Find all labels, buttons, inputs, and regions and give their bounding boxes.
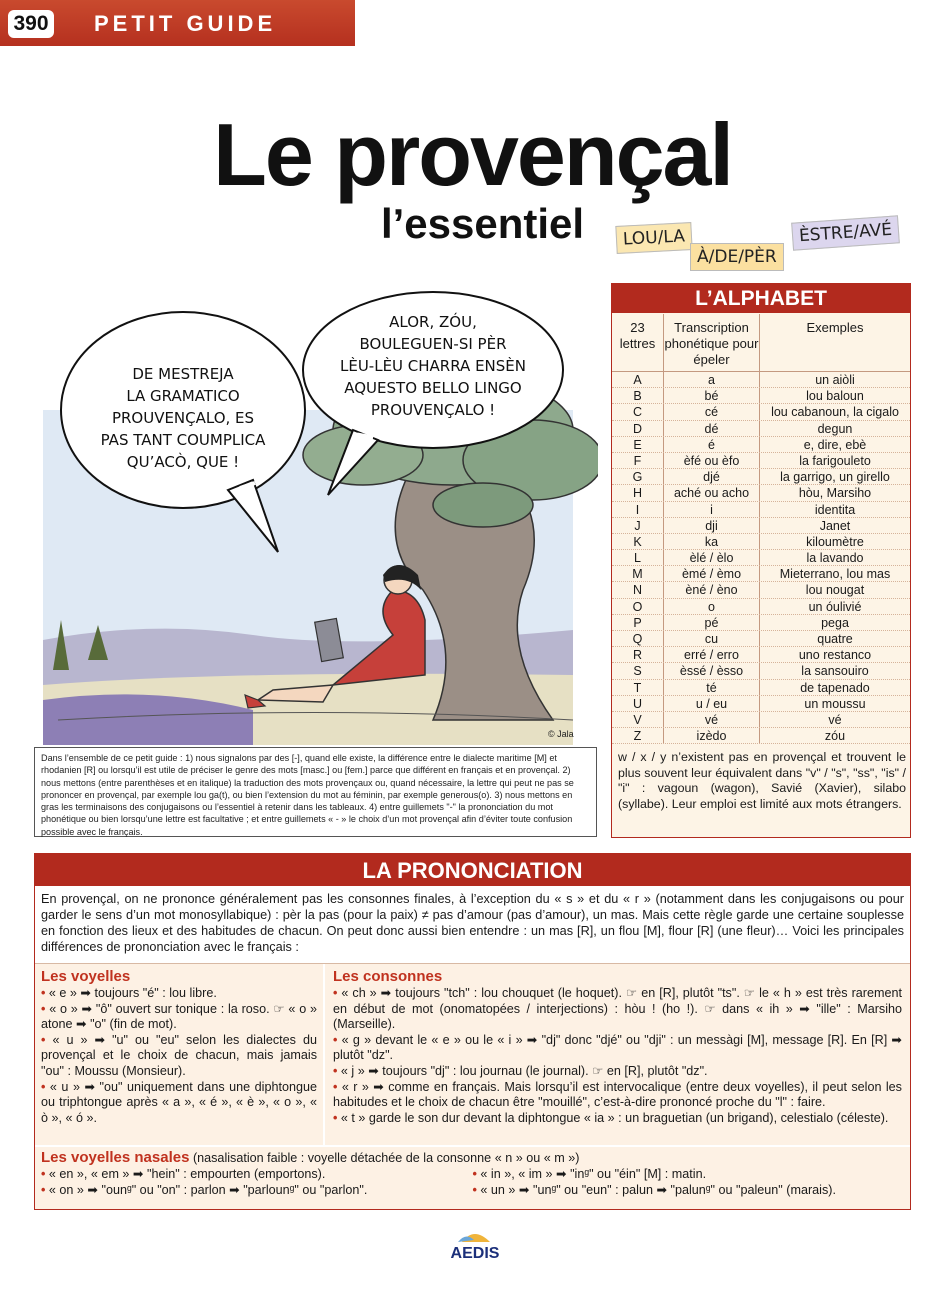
- vowels-list: [41, 986, 317, 1126]
- alphabet-grid: [612, 314, 910, 744]
- table-row: [612, 728, 910, 744]
- letter-cell: E: [612, 437, 664, 452]
- transcription-cell: ka: [664, 534, 760, 549]
- letter-cell: B: [612, 388, 664, 403]
- example-cell: uno restanco: [798, 648, 872, 663]
- transcription-cell: pé: [664, 615, 760, 630]
- example-cell: un moussu: [804, 696, 866, 711]
- header-band: [0, 0, 355, 46]
- transcription-cell: bé: [664, 388, 760, 403]
- transcription-cell: cé: [664, 404, 760, 419]
- example-cell: e, dire, ebè: [803, 437, 867, 452]
- transcription-cell: izèdo: [664, 728, 760, 743]
- list-item: • « in », « im » ➡ "inᵍ" ou "éin" [M] : matin.: [472, 1167, 707, 1181]
- letter-cell: Q: [612, 631, 664, 646]
- pronunciation-title: LA PRONONCIATION: [35, 854, 910, 886]
- list-item: • « e » ➡ toujours "é" : lou libre.: [41, 986, 217, 1000]
- list-item: • « j » ➡ toujours "dj" : lou journau (le journal). ☞ en [R], plutôt "dz".: [333, 1063, 708, 1078]
- example-cell: lou baloun: [806, 389, 864, 404]
- transcription-cell: èné / èno: [664, 582, 760, 597]
- example-cell: la sansouiro: [801, 664, 869, 679]
- speech-right-line-4: AQUESTO BELLO LINGO: [344, 379, 522, 397]
- letter-cell: P: [612, 615, 664, 630]
- transcription-cell: u / eu: [664, 696, 760, 711]
- table-row: [612, 631, 910, 647]
- letter-cell: L: [612, 550, 664, 565]
- letter-cell: O: [612, 599, 664, 614]
- consonants-list: [333, 986, 902, 1126]
- speech-left-line-5: QU’ACÒ, QUE !: [126, 453, 240, 471]
- letter-cell: S: [612, 663, 664, 678]
- transcription-cell: té: [664, 680, 760, 695]
- table-row: [612, 404, 910, 420]
- example-cell: Janet: [819, 518, 851, 533]
- transcription-cell: aché ou acho: [664, 485, 760, 500]
- letter-cell: D: [612, 421, 664, 436]
- alphabet-footnote: w / x / y n’existent pas en provençal et trouvent le plus souvent leur équivalent dans "v" / "s", "ss", "is" / "i" : vagoun (wagon), Savié (Xavier), silabo (syllabe). Leur emploi est limité aux mots étrangers.: [618, 750, 906, 811]
- example-cell: lou cabanoun, la cigalo: [771, 405, 899, 420]
- table-row: [612, 647, 910, 663]
- table-row: [612, 599, 910, 615]
- vowels-column: [35, 964, 325, 1145]
- example-cell: un aiòli: [815, 373, 855, 387]
- table-row: [612, 534, 910, 550]
- list-item: • « u » ➡ "u" ou "eu" selon les dialectes du provençal et le choix de chacun, mais jamais "ou" : Moussu (Monsieur).: [41, 1032, 317, 1078]
- col-transcription: Transcription phonétique pour épeler: [664, 314, 760, 371]
- table-row: [612, 550, 910, 566]
- transcription-cell: i: [664, 502, 760, 517]
- list-item: • « un » ➡ "unᵍ" ou "eun" : palun ➡ "palunᵍ" ou "paleun" (marais).: [472, 1182, 836, 1197]
- speech-left-line-1: DE MESTREJA: [132, 365, 234, 383]
- speech-right-line-2: BOULEGUEN-SI PÈR: [359, 335, 507, 353]
- letter-cell: K: [612, 534, 664, 549]
- table-row: [612, 582, 910, 598]
- table-row: [612, 566, 910, 582]
- speech-left-line-3: PROUVENÇALO, ES: [111, 409, 255, 427]
- transcription-cell: vé: [664, 712, 760, 727]
- transcription-cell: djé: [664, 469, 760, 484]
- cartoon-illustration: [33, 290, 598, 745]
- col-letters: 23 lettres: [612, 314, 664, 371]
- letter-cell: G: [612, 469, 664, 484]
- letter-cell: I: [612, 502, 664, 517]
- list-item: • « r » ➡ comme en français. Mais lorsqu’il est intervocalique (entre deux voyelles), il peut selon les habitudes et le choix de chacun être "mouillé", c’est-à-dire prononcé proche du "l" : faire.: [333, 1079, 902, 1110]
- transcription-cell: cu: [664, 631, 760, 646]
- transcription-cell: èlé / èlo: [664, 550, 760, 565]
- tag-prepositions: À/DE/PÈR: [690, 243, 784, 271]
- publisher-logo: [444, 1228, 506, 1264]
- example-cell: la garrigo, un girello: [780, 470, 890, 485]
- example-cell: Mieterrano, lou mas: [779, 567, 891, 582]
- pronunciation-columns: [35, 963, 910, 1145]
- transcription-cell: é: [664, 437, 760, 452]
- example-cell: hòu, Marsiho: [798, 486, 872, 501]
- example-cell: lou nougat: [805, 583, 865, 598]
- example-cell: zóu: [824, 729, 846, 744]
- speech-right-line-1: ALOR, ZÓU,: [389, 313, 477, 331]
- list-item: • « g » devant le « e » ou le « i » ➡ "dj" donc "djé" ou "dji" : un messàgi [M], message [R]. En [R] ➡ plutôt "dz".: [333, 1032, 902, 1063]
- logo-text: AEDIS: [450, 1245, 500, 1262]
- table-row: [612, 388, 910, 404]
- example-cell: identita: [814, 502, 856, 517]
- tag-verbs: ÈSTRE/AVÉ: [791, 215, 900, 250]
- list-item: • « en », « em » ➡ "hein" : empourten (emportons).: [41, 1167, 326, 1181]
- page-title: Le provençal: [213, 105, 732, 204]
- list-item: • « on » ➡ "ounᵍ" ou "on" : parlon ➡ "parlounᵍ" ou "parlon".: [41, 1182, 368, 1197]
- example-cell: la farigouleto: [799, 453, 871, 468]
- transcription-cell: èmé / èmo: [664, 566, 760, 581]
- table-row: [612, 712, 910, 728]
- table-row: [612, 615, 910, 631]
- transcription-cell: èssé / èsso: [664, 663, 760, 678]
- guide-number: 390: [8, 10, 54, 38]
- transcription-cell: dji: [664, 518, 760, 533]
- illustration-credit: © Jala: [548, 729, 574, 739]
- table-row: [612, 469, 910, 485]
- table-row: [612, 502, 910, 518]
- letter-cell: V: [612, 712, 664, 727]
- letter-cell: J: [612, 518, 664, 533]
- example-cell: un óulivié: [808, 599, 862, 614]
- nasal-heading: [41, 1149, 904, 1167]
- pronunciation-intro: En provençal, on ne prononce généralement pas les consonnes finales, à l’exception du « s » et du « r » (notamment dans les conjugaisons ou pour garder le sens d’un mot monosyllabique) : pèr la pas (pour la paix) ≠ pas d’amour (pas d’amour), un mas. Mais cette règle garde une certaine souplesse en fonction des lieux et des habitudes de chacun. On peut donc aussi bien entendre : un mas [R], un flou [M], flour [R] (une fleur)… Voici les principales différences de prononciation avec le français :: [41, 892, 904, 954]
- vowels-title: Les voyelles: [41, 968, 131, 985]
- transcription-cell: èfé ou èfo: [664, 453, 760, 468]
- table-row: [612, 518, 910, 534]
- list-item: • « t » garde le son dur devant la diphtongue « ia » : un braguetian (un brigand), celestialo (céleste).: [333, 1110, 889, 1125]
- table-row: [612, 453, 910, 469]
- table-row: [612, 421, 910, 437]
- page-subtitle: l’essentiel: [380, 200, 585, 247]
- letter-cell: C: [612, 404, 664, 419]
- alphabet-title: L’ALPHABET: [612, 284, 910, 313]
- table-row: [612, 485, 910, 501]
- example-cell: la lavando: [806, 551, 864, 566]
- speech-right-line-3: LÈU-LÈU CHARRA ENSÈN: [339, 357, 527, 375]
- transcription-cell: erré / erro: [664, 647, 760, 662]
- example-cell: kiloumètre: [806, 534, 864, 549]
- example-cell: pega: [821, 615, 849, 630]
- example-cell: quatre: [817, 632, 853, 646]
- consonants-title: Les consonnes: [333, 968, 443, 985]
- example-cell: vé: [828, 712, 842, 727]
- letter-cell: T: [612, 680, 664, 695]
- list-item: • « ch » ➡ toujours "tch" : lou chouquet (le hoquet). ☞ en [R], plutôt "ts". ☞ le « h » est très rarement en début de mot (onomatopées / interjections) : hòu ! (ho !). ☞ dans « ih » ➡ "ille" : Marsiho (Marseille).: [333, 986, 902, 1032]
- speech-right-line-5: PROUVENÇALO !: [370, 401, 496, 419]
- example-cell: de tapenado: [800, 680, 870, 695]
- letter-cell: N: [612, 582, 664, 597]
- transcription-cell: a: [664, 372, 760, 387]
- nasal-subtitle: (nasalisation faible : voyelle détachée de la consonne « n » ou « m »): [192, 1151, 580, 1165]
- letter-cell: Z: [612, 728, 664, 743]
- speech-left-line-2: LA GRAMATICO: [126, 387, 240, 405]
- table-row: [612, 680, 910, 696]
- alphabet-table: [611, 283, 911, 838]
- tag-articles: LOU/LA: [615, 222, 692, 254]
- table-row: [612, 663, 910, 679]
- list-item: • « o » ➡ "ô" ouvert sur tonique : la roso. ☞ « o » atone ➡ "o" (fin de mot).: [41, 1001, 317, 1032]
- nasal-grid: [41, 1167, 904, 1198]
- list-item: • « u » ➡ "ou" uniquement dans une diphtongue ou triphtongue après « a », « é », « è », « o », « ò », « ó ».: [41, 1079, 317, 1125]
- example-cell: degun: [817, 421, 853, 436]
- consonants-column: [325, 964, 910, 1145]
- letter-cell: U: [612, 696, 664, 711]
- table-row: [612, 437, 910, 453]
- conventions-note: Dans l’ensemble de ce petit guide : 1) nous signalons par des [-], quand elle existe, la différence entre le dialecte maritime [M] et rhodanien [R] ou lorsqu’il est utile de préciser le genre des mots [masc.] ou [fem.] parce que différent en français et en provençal. 2) nous mettons (entre parenthèses et en italique) la traduction des mots provençaux ou, quand nécessaire, la lettre qui peut ne pas se prononcer en provençal, par exemple lou ga(t), ou bien l’extension du mot au féminin, par exemple generous(o). 3) nous mettons en gras les terminaisons des conjugaisons ou l’essentiel à retenir dans les tableaux. 4) entre guillemets "-" la prononciation du mot phonétique ou bien lorsqu’une lettre est facultative ; et entre guillemets « - » le choix d’un mot provençal afin d’éviter toute confusion possible avec le français.: [34, 747, 597, 837]
- speech-left-line-4: PAS TANT COUMPLICA: [100, 431, 266, 449]
- nasal-vowels-block: [35, 1147, 910, 1209]
- pronunciation-section: [34, 853, 911, 1210]
- alphabet-header-row: [612, 314, 910, 372]
- table-row: [612, 696, 910, 712]
- letter-cell: A: [612, 372, 664, 387]
- col-examples: Exemples: [806, 320, 864, 335]
- series-label: PETIT GUIDE: [94, 11, 277, 36]
- transcription-cell: dé: [664, 421, 760, 436]
- letter-cell: M: [612, 566, 664, 581]
- alphabet-rows: [612, 372, 910, 744]
- letter-cell: F: [612, 453, 664, 468]
- letter-cell: R: [612, 647, 664, 662]
- transcription-cell: o: [664, 599, 760, 614]
- letter-cell: H: [612, 485, 664, 500]
- nasal-title: Les voyelles nasales: [41, 1149, 190, 1166]
- table-row: [612, 372, 910, 388]
